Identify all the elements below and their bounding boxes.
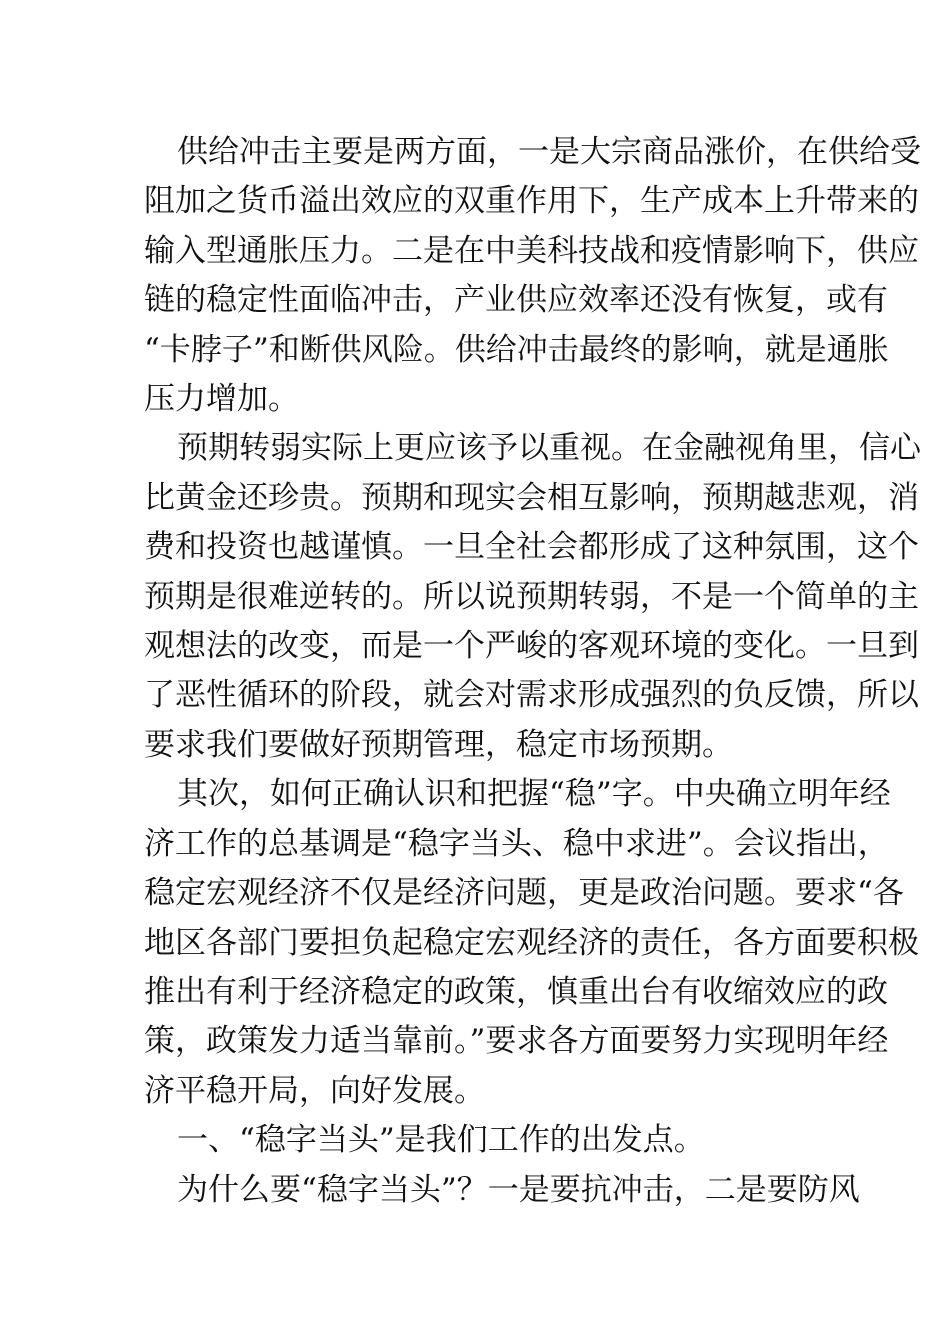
text-line: 其次，如何正确认识和把握“稳”字。中央确立明年经 [177, 776, 891, 813]
text-line: 推出有利于经济稳定的政策，慎重出台有收缩效应的政 [144, 973, 888, 1010]
text-line: 输入型通胀压力。二是在中美科技战和疫情影响下，供应 [144, 232, 919, 269]
paragraph-weakening-expectations [144, 424, 921, 770]
text-line: 一、“稳字当头”是我们工作的出发点。 [177, 1122, 705, 1159]
text-line: 观想法的改变，而是一个严峻的客观环境的变化。一旦到 [144, 628, 919, 665]
text-line: 阻加之货币溢出效应的双重作用下，生产成本上升带来的 [144, 183, 919, 220]
text-line: 策，政策发力适当靠前。”要求各方面要努力实现明年经 [144, 1023, 889, 1060]
text-line: 供给冲击主要是两方面，一是大宗商品涨价，在供给受 [177, 134, 921, 170]
text-line: 了恶性循环的阶段，就会对需求形成强烈的负反馈，所以 [144, 677, 919, 714]
document-body [144, 128, 921, 1215]
text-line: 比黄金还珍贵。预期和现实会相互影响，预期越悲观，消 [144, 479, 919, 516]
text-line: 预期是很难逆转的。所以说预期转弱，不是一个简单的主 [144, 578, 919, 615]
text-line: 地区各部门要担负起稳定宏观经济的责任，各方面要积极 [144, 924, 919, 961]
text-line: 济平稳开局，向好发展。 [144, 1072, 485, 1109]
section-heading-one [144, 1116, 814, 1165]
text-line: 预期转弱实际上更应该予以重视。在金融视角里，信心 [177, 430, 921, 467]
text-line: 为什么要“稳字当头”？一是要抗冲击，二是要防风 [177, 1171, 860, 1208]
paragraph-stability [144, 770, 919, 1116]
text-line: 费和投资也越谨慎。一旦全社会都形成了这种氛围，这个 [144, 529, 919, 566]
text-line: 压力增加。 [144, 381, 299, 418]
text-line: 链的稳定性面临冲击，产业供应效率还没有恢复，或有 [144, 282, 888, 319]
text-line: “卡脖子”和断供风险。供给冲击最终的影响，就是通胀 [144, 331, 889, 368]
text-line: 要求我们要做好预期管理，稳定市场预期。 [144, 726, 733, 763]
text-line: 稳定宏观经济不仅是经济问题，更是政治问题。要求“各 [144, 875, 904, 912]
paragraph-why-stability [144, 1166, 860, 1215]
text-line: 济工作的总基调是“稳字当头、稳中求进”。会议指出， [144, 825, 889, 862]
paragraph-supply-shock [144, 128, 921, 424]
